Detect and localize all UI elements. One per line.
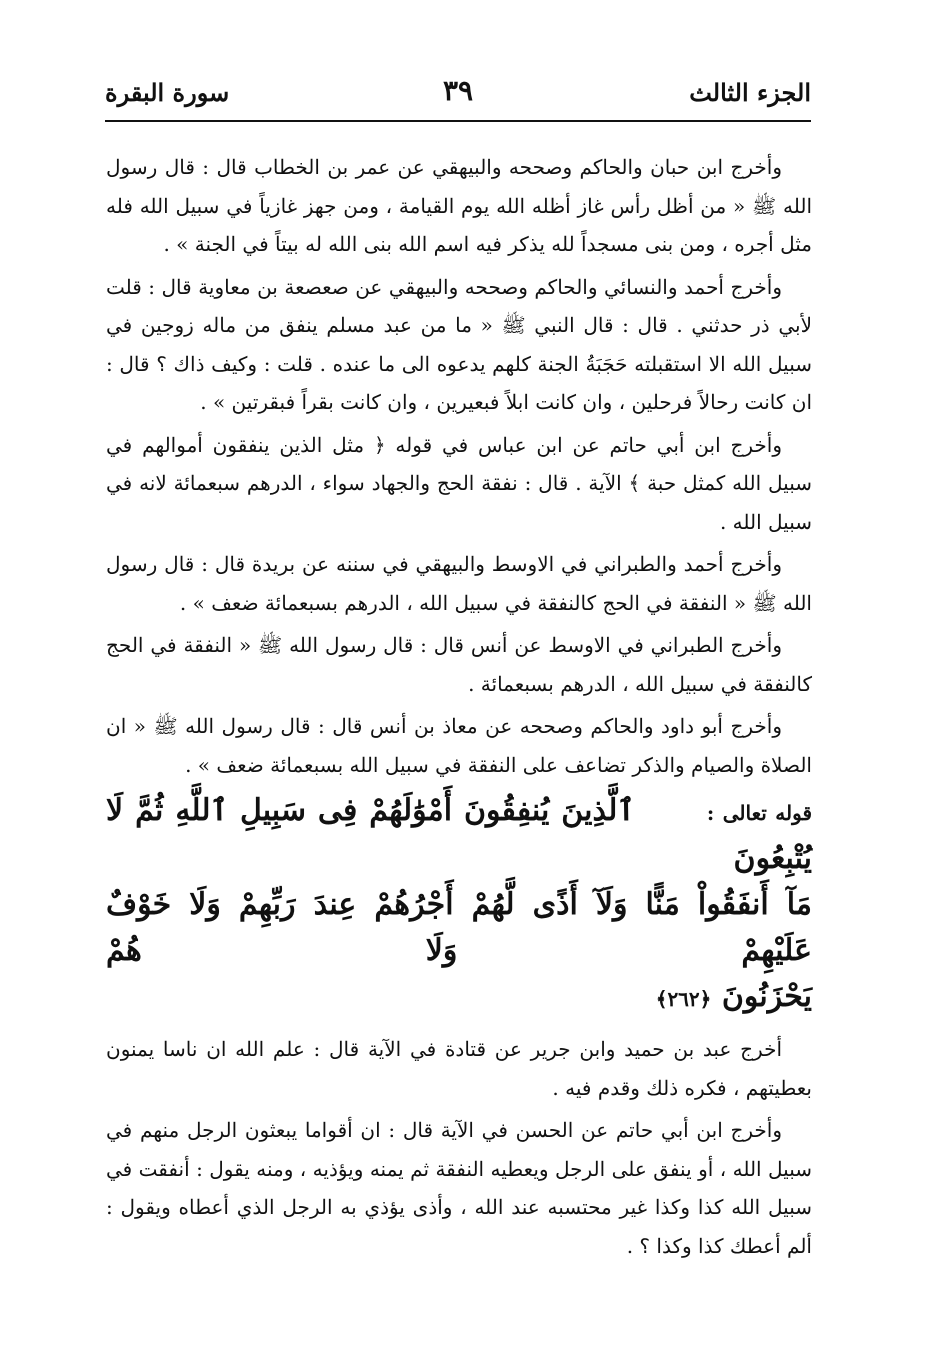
surah-title: سورة البقرة <box>105 78 230 107</box>
paragraph-6: وأخرج أبو داود والحاكم وصححه عن معاذ بن أنس قال : قال رسول الله ﷺ « ان الصلاة والصيام والذكر تضاعف على النفقة في سبيل الله بسبعمائة ضعف » . <box>106 714 812 777</box>
paragraph-3: وأخرج ابن أبي حاتم عن ابن عباس في قوله ﴿ مثل الذين ينفقون أموالهم في سبيل الله كمثل حبة ﴾ الآية . قال : نفقة الحج والجهاد سواء ، الدرهم سبعمائة لانه في سبيل الله . <box>106 432 812 534</box>
quran-line-3 <box>106 974 812 1022</box>
paragraph-8: وأخرج ابن أبي حاتم عن الحسن في الآية قال : ان أقواما يبعثون الرجل منهم في سبيل الله ، أو ينفق على الرجل ويعطيه النفقة ثم يمنه ويؤذيه ، ومنه يقول : أنفقت في سبيل الله كذا وكذا غير محتسبه عند الله ، وأذى يؤذي به الرجل الذي أعطاه ويقول : ألم أعطك كذا وكذا ؟ . <box>106 1118 812 1258</box>
part-title: الجزء الثالث <box>689 78 811 107</box>
verse-text-3: يَحْزَنُونَ <box>721 979 812 1014</box>
paragraph-2: وأخرج أحمد والنسائي والحاكم وصححه والبيهقي عن صعصعة بن معاوية قال : قلت لأبي ذر حدثني . قال : قال النبي ﷺ « ما من عبد مسلم ينفق من ماله زوجين في سبيل الله الا استقبلته حَجَبَةُ الجنة كلهم يدعوه الى ما عنده . قلت : وكيف ذاك ؟ قال : ان كانت رحالاً فرحلين ، وان كانت ابلاً فبعيرين ، وان كانت بقراً فبقرتين » . <box>106 274 812 414</box>
verse-label: قوله تعالى : <box>706 801 812 825</box>
quran-verse <box>106 788 812 1022</box>
ayah-number: ﴿٢٦٢﴾ <box>655 987 712 1011</box>
paragraph-5: وأخرج الطبراني في الاوسط عن أنس قال : قال رسول الله ﷺ « النفقة في الحج كالنفقة في سبيل الله ، الدرهم بسبعمائة . <box>106 633 812 696</box>
page-number: ٣٩ <box>442 74 474 107</box>
paragraph-7: أخرج عبد بن حميد وابن جرير عن قتادة في الآية قال : علم الله ان ناسا يمنون بعطيتهم ، فكره ذلك وقدم فيه . <box>106 1037 812 1100</box>
quran-line-1 <box>106 788 812 882</box>
paragraph-1: وأخرج ابن حبان والحاكم وصححه والبيهقي عن عمر بن الخطاب قال : قال رسول الله ﷺ « من أظل رأس غاز أظله الله يوم القيامة ، ومن جهز غازياً في سبيل الله فله مثل أجره ، ومن بنى مسجداً لله يذكر فيه اسم الله بنى الله له بيتاً في الجنة » . <box>106 155 812 256</box>
verse-text-1: ٱلَّذِينَ يُنفِقُونَ أَمْوَٰلَهُمْ فِى سَبِيلِ ٱللَّهِ ثُمَّ لَا يُتْبِعُونَ <box>106 793 812 876</box>
paragraph-4: وأخرج أحمد والطبراني في الاوسط والبيهقي في سننه عن بريدة قال : قال رسول الله ﷺ « النفقة في الحج كالنفقة في سبيل الله ، الدرهم بسبعمائة ضعف » . <box>106 552 812 615</box>
quran-line-2: مَآ أَنفَقُواْ مَنًّا وَلَآ أَذًى لَّهُمْ أَجْرُهُمْ عِندَ رَبِّهِمْ وَلَا خَوْفٌ عَلَيْهِمْ وَلَا هُمْ <box>106 887 812 968</box>
page-header <box>105 72 811 122</box>
page-body <box>106 148 812 1269</box>
